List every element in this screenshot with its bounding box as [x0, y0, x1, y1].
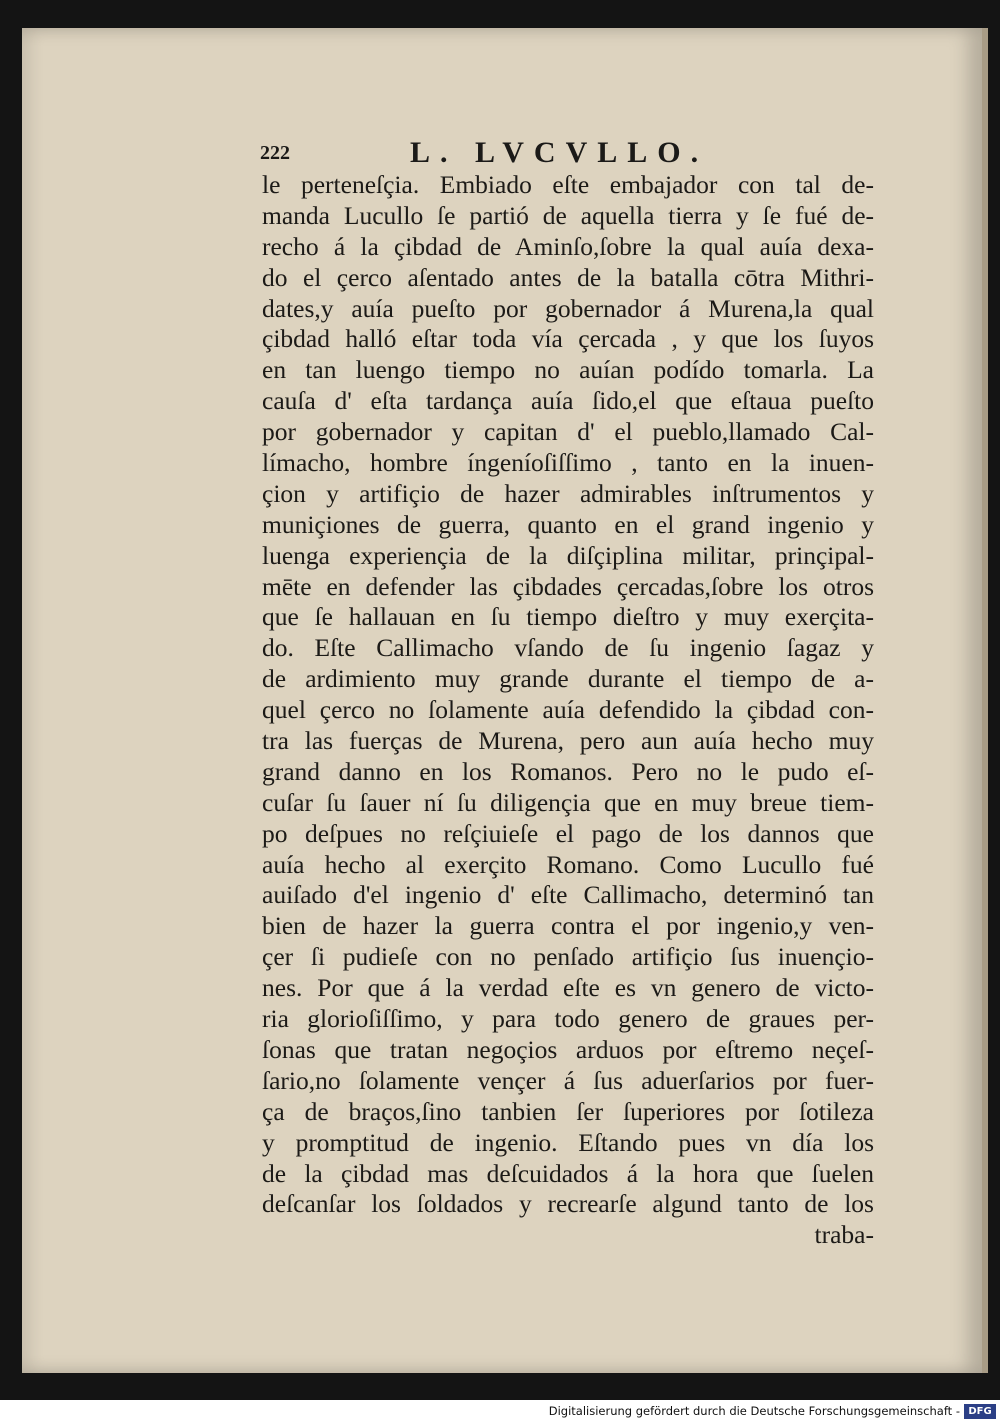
text-line: tra las fuerças de Murena, pero aun auía hecho muy: [262, 726, 874, 756]
text-line: auiſado d'el ingenio d' eſte Callimacho, determinó tan: [262, 880, 874, 910]
text-line: do. Eſte Callimacho vſando de ſu ingenio ſagaz y: [262, 633, 874, 663]
text-line: ſario,no ſolamente vençer á ſus aduerſarios por fuer-: [262, 1065, 874, 1095]
text-line: çer ſi pudieſe con no penſado artifiçio ſus inuençio-: [262, 942, 874, 972]
text-line: çion y artifiçio de hazer admirables inſtrumentos y: [262, 478, 874, 508]
text-line: nes. Por que á la verdad eſte es vn genero de victo-: [262, 973, 874, 1003]
text-line: por gobernador y capitan d' el pueblo,llamado Cal-: [262, 417, 874, 447]
running-head: [260, 136, 740, 170]
text-line: de ardimiento muy grande durante el tiempo de a-: [262, 664, 874, 694]
dfg-logo: DFG: [964, 1404, 996, 1419]
text-line: dates,y auía pueſto por gobernador á Murena,la qual: [262, 293, 874, 323]
text-line: le perteneſçia. Embiado eſte embajador con tal de-: [262, 170, 874, 199]
text-line: y promptitud de ingenio. Eſtando pues vn día los: [262, 1127, 874, 1157]
text-line: muniçiones de guerra, quanto en el grand ingenio y: [262, 509, 874, 539]
text-line: manda Lucullo ſe partió de aquella tierra y ſe fué de-: [262, 200, 874, 230]
text-line: grand danno en los Romanos. Pero no le pudo eſ-: [262, 756, 874, 786]
text-line: po deſpues no reſçiuieſe el pago de los dannos que: [262, 818, 874, 848]
footer-credit: Digitalisierung gefördert durch die Deutsche Forschungsgemeinschaft -: [548, 1404, 960, 1418]
text-line: ria glorioſiſſimo, y para todo genero de graues per-: [262, 1004, 874, 1034]
text-line: que ſe hallauan en ſu tiempo dieſtro y muy exerçita-: [262, 602, 874, 632]
text-line: luenga experiençia de la diſçiplina militar, prinçipal-: [262, 540, 874, 570]
text-line: auía hecho al exerçito Romano. Como Lucullo fué: [262, 849, 874, 879]
page-number: 222: [260, 142, 290, 164]
running-title: L. LVCVLLO.: [410, 136, 709, 169]
footer-bar: [0, 1400, 1000, 1423]
text-line: traba-: [814, 1220, 874, 1250]
text-line: en tan luengo tiempo no auían podído tomarla. La: [262, 355, 874, 385]
text-line: quel çerco no ſolamente auía defendido la çibdad con-: [262, 695, 874, 725]
text-line: mēte en defender las çibdades çercadas,ſobre los otros: [262, 571, 874, 601]
text-line: çibdad halló eſtar toda vía çercada , y que los ſuyos: [262, 324, 874, 354]
text-line: deſcanſar los ſoldados y recrearſe algund tanto de los: [262, 1189, 874, 1219]
text-line: recho á la çibdad de Aminſo,ſobre la qual auía dexa-: [262, 231, 874, 261]
text-line: ça de braços,ſino tanbien ſer ſuperiores por ſotileza: [262, 1096, 874, 1126]
text-line: ſonas que tratan negoçios arduos por eſtremo neçeſ-: [262, 1034, 874, 1064]
text-line: cuſar ſu ſauer ní ſu diligençia que en muy breue tiem-: [262, 787, 874, 817]
text-line: límacho, hombre íngeníoſiſſimo , tanto en la inuen-: [262, 448, 874, 478]
body-text: [262, 170, 874, 1251]
text-line: cauſa d' eſta tardança auía ſido,el que eſtaua pueſto: [262, 386, 874, 416]
text-line: de la çibdad mas deſcuidados á la hora que ſuelen: [262, 1158, 874, 1188]
text-line: do el çerco aſentado antes de la batalla cōtra Mithri-: [262, 262, 874, 292]
text-line: bien de hazer la guerra contra el por ingenio,y ven-: [262, 911, 874, 941]
